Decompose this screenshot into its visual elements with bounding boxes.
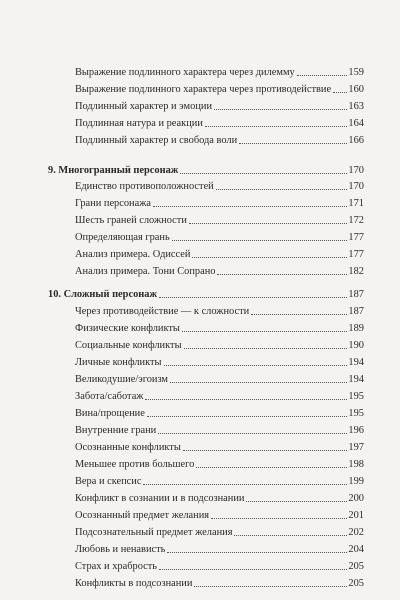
leader-dots xyxy=(172,240,348,241)
toc-entry-title: Физические конфликты xyxy=(75,323,180,334)
leader-dots xyxy=(216,189,348,190)
toc-entry xyxy=(75,178,364,193)
leader-dots xyxy=(205,126,348,127)
toc-entry-title: Социальные конфликты xyxy=(75,340,182,351)
toc-entry-page: 170 xyxy=(348,181,364,192)
toc-entry xyxy=(75,507,364,522)
toc-entry-page: 172 xyxy=(348,215,364,226)
toc-entry xyxy=(75,371,364,386)
toc-entry-page: 177 xyxy=(348,232,364,243)
toc-entry-title: Грани персонажа xyxy=(75,198,152,209)
toc-entry-page: 182 xyxy=(348,266,364,277)
toc-entry-page: 196 xyxy=(348,425,364,436)
toc-entry-title: Осознанные конфликты xyxy=(75,442,181,453)
chapter-title: 9. Многогранный персонаж xyxy=(48,165,179,176)
chapter-title: 10. Сложный персонаж xyxy=(48,289,157,300)
toc-entry-title: Определяющая грань xyxy=(75,232,170,243)
toc-entry-page: 160 xyxy=(348,84,364,95)
toc-entry-page: 166 xyxy=(348,135,364,146)
toc-entry xyxy=(75,490,364,505)
toc-entry-page: 198 xyxy=(348,459,364,470)
leader-dots xyxy=(153,206,347,207)
toc-entry-title: Анализ примера. Тони Сопрано xyxy=(75,266,216,277)
leader-dots xyxy=(234,535,347,536)
leader-dots xyxy=(167,552,347,553)
toc-entry-page: 201 xyxy=(348,510,364,521)
toc-entry-title: Конфликты в подсознании xyxy=(75,578,193,589)
leader-dots xyxy=(147,416,348,417)
toc-entry-page: 187 xyxy=(348,306,364,317)
toc-entry xyxy=(75,64,364,79)
toc-entry xyxy=(75,524,364,539)
leader-dots xyxy=(211,518,347,519)
toc-entry-title: Осознанный предмет желания xyxy=(75,510,210,521)
toc-entry-title: Шесть граней сложности xyxy=(75,215,187,226)
toc-entry xyxy=(75,212,364,227)
toc-entry xyxy=(75,422,364,437)
toc-entry-page: 204 xyxy=(348,544,364,555)
toc-entry-page: 197 xyxy=(348,442,364,453)
leader-dots xyxy=(251,314,347,315)
toc-entry xyxy=(75,354,364,369)
leader-dots xyxy=(159,297,347,298)
toc-entry xyxy=(75,246,364,261)
toc-entry xyxy=(75,388,364,403)
leader-dots xyxy=(297,75,348,76)
toc-entry-title: Подсознательный предмет желания xyxy=(75,527,233,538)
toc-entry-title: Подлинный характер и эмоции xyxy=(75,101,213,112)
toc-entry-title: Анализ примера. Одиссей xyxy=(75,249,191,260)
toc-entry-page: 202 xyxy=(348,527,364,538)
leader-dots xyxy=(214,109,347,110)
toc-entry-title: Великодушие/эгоизм xyxy=(75,374,168,385)
toc-entry-title: Внутренние грани xyxy=(75,425,157,436)
toc-entry-page: 163 xyxy=(348,101,364,112)
toc-entry-title: Подлинная натура и реакции xyxy=(75,118,203,129)
toc-entry-title: Выражение подлинного характера через противодействие xyxy=(75,84,332,95)
toc-entry xyxy=(75,98,364,113)
leader-dots xyxy=(164,365,348,366)
chapter-page: 187 xyxy=(348,289,364,300)
toc-entry-page: 177 xyxy=(348,249,364,260)
toc-entry xyxy=(75,320,364,335)
leader-dots xyxy=(192,257,347,258)
toc-entry-page: 205 xyxy=(348,578,364,589)
toc-entry-page: 194 xyxy=(348,374,364,385)
toc-entry xyxy=(75,473,364,488)
toc-entry-title: Единство противоположностей xyxy=(75,181,214,192)
chapter-heading xyxy=(48,286,364,301)
leader-dots xyxy=(217,274,347,275)
leader-dots xyxy=(180,173,347,174)
leader-dots xyxy=(158,433,347,434)
leader-dots xyxy=(333,92,347,93)
leader-dots xyxy=(183,450,348,451)
chapter-heading xyxy=(48,149,364,177)
leader-dots xyxy=(246,501,347,502)
toc-entry-page: 189 xyxy=(348,323,364,334)
toc-entry-page: 200 xyxy=(348,493,364,504)
toc-entry xyxy=(75,575,364,590)
toc-entry-title: Меньшее против большего xyxy=(75,459,195,470)
toc-entry-page: 159 xyxy=(348,67,364,78)
toc-entry-page: 194 xyxy=(348,357,364,368)
toc-entry xyxy=(75,439,364,454)
leader-dots xyxy=(145,399,347,400)
toc-entry-page: 164 xyxy=(348,118,364,129)
leader-dots xyxy=(143,484,347,485)
toc-entry xyxy=(75,337,364,352)
chapter-page: 170 xyxy=(348,165,364,176)
toc-entry-title: Страх и храбрость xyxy=(75,561,158,572)
toc-entry xyxy=(75,456,364,471)
toc-entry-page: 195 xyxy=(348,391,364,402)
leader-dots xyxy=(182,331,348,332)
toc-entry-page: 190 xyxy=(348,340,364,351)
leader-dots xyxy=(170,382,347,383)
leader-dots xyxy=(194,586,347,587)
toc-entry-title: Вера и скепсис xyxy=(75,476,142,487)
toc-entry xyxy=(75,195,364,210)
toc-entry-title: Подлинный характер и свобода воли xyxy=(75,135,238,146)
toc-entry xyxy=(75,405,364,420)
toc-entry-title: Любовь и ненависть xyxy=(75,544,166,555)
toc-entry-page: 199 xyxy=(348,476,364,487)
toc-entry xyxy=(75,263,364,278)
leader-dots xyxy=(239,143,347,144)
toc-entry-page: 195 xyxy=(348,408,364,419)
toc-entry-page: 171 xyxy=(348,198,364,209)
toc-entry-title: Забота/саботаж xyxy=(75,391,144,402)
leader-dots xyxy=(189,223,348,224)
leader-dots xyxy=(184,348,348,349)
toc-entry xyxy=(75,541,364,556)
toc-entry xyxy=(75,229,364,244)
toc-entry-title: Личные конфликты xyxy=(75,357,162,368)
leader-dots xyxy=(196,467,347,468)
toc-entry-title: Конфликт в сознании и в подсознании xyxy=(75,493,245,504)
toc-entry xyxy=(75,115,364,130)
toc-entry xyxy=(75,81,364,96)
toc-entry-title: Через противодействие — к сложности xyxy=(75,306,250,317)
toc-entry-page: 205 xyxy=(348,561,364,572)
leader-dots xyxy=(159,569,347,570)
toc-entry xyxy=(75,558,364,573)
toc-entry xyxy=(75,132,364,147)
toc-entry xyxy=(75,303,364,318)
toc-entry-title: Вина/прощение xyxy=(75,408,145,419)
toc-entry-title: Выражение подлинного характера через дилемму xyxy=(75,67,295,78)
